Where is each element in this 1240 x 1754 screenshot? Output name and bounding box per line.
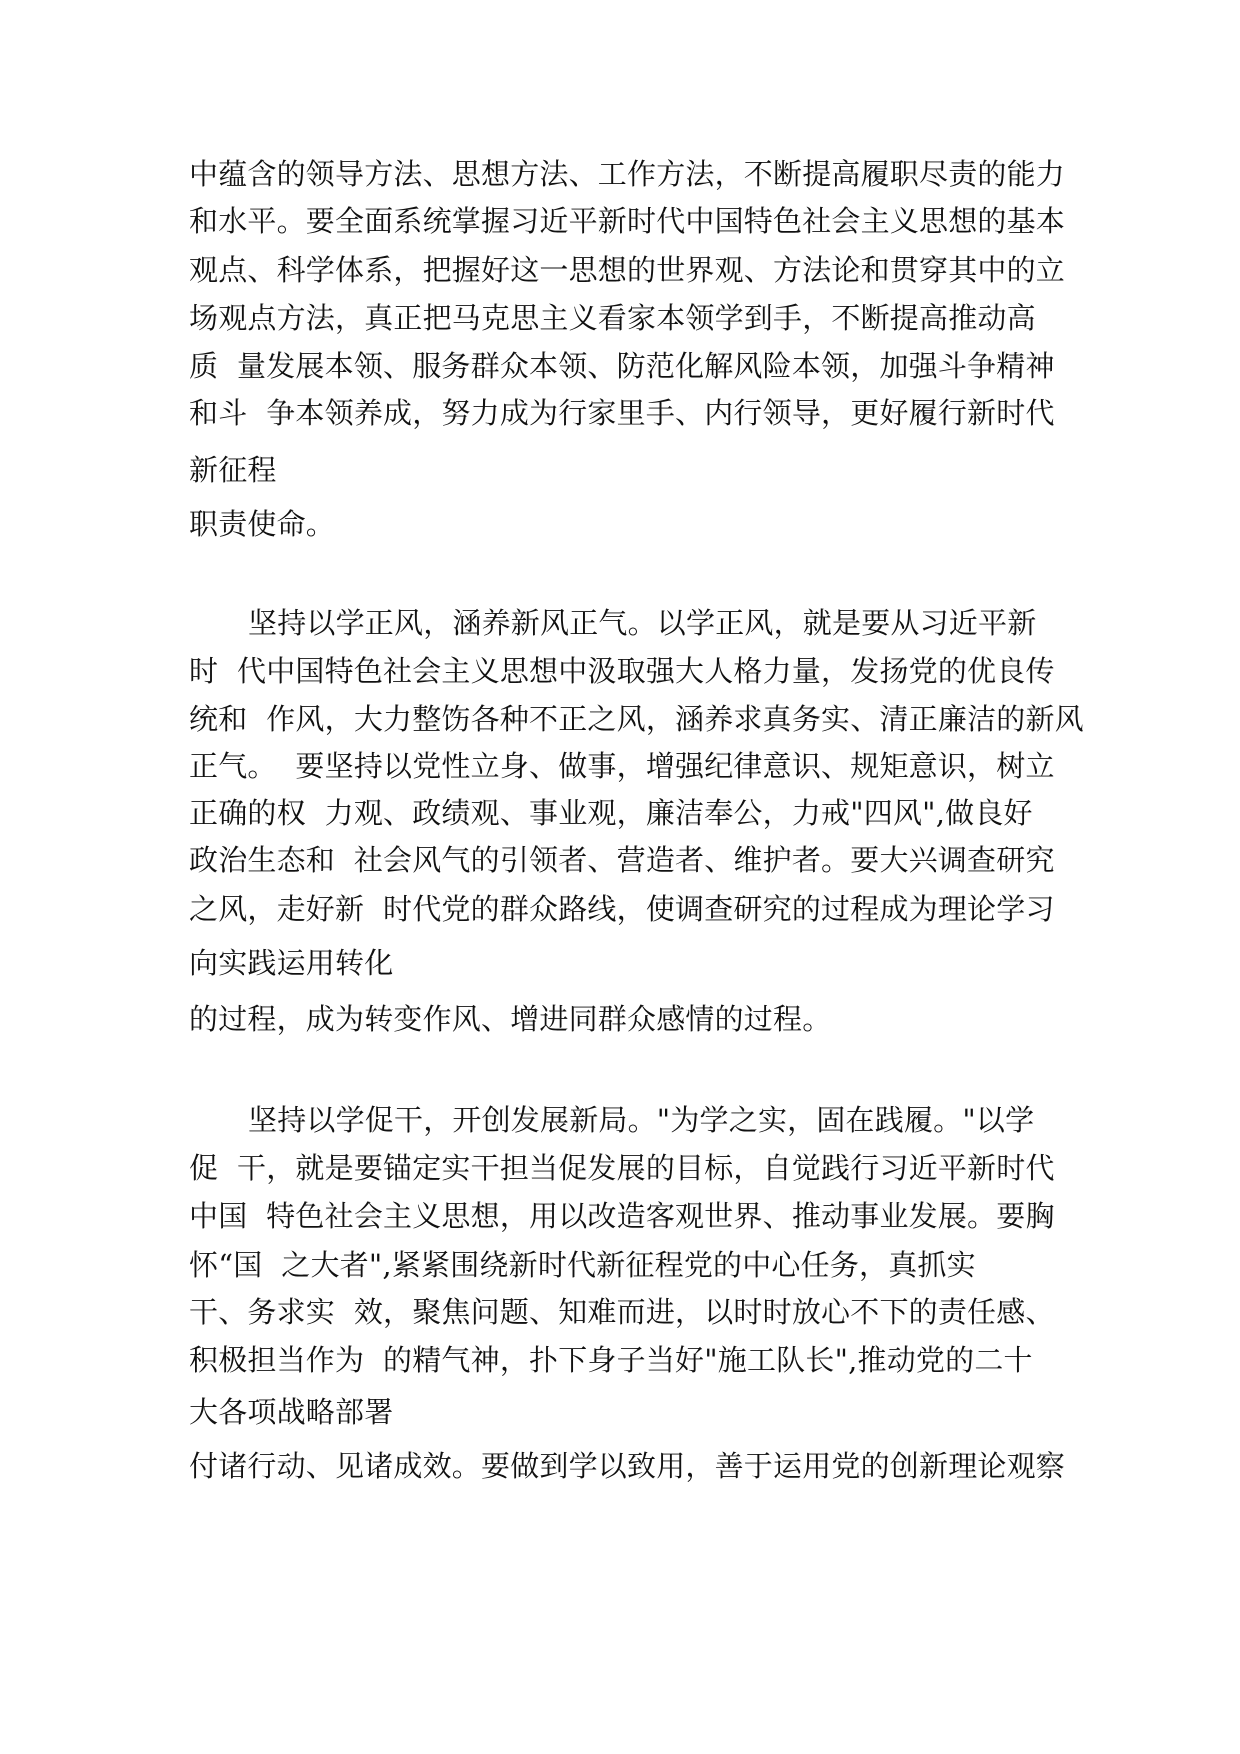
body-line: 促 干，就是要锚定实干担当促发展的目标，自觉践行习近平新时代 (189, 1151, 1055, 1185)
body-line: 质 量发展本领、服务群众本领、防范化解风险本领，加强斗争精神 (189, 349, 1055, 383)
body-line: 和斗 争本领养成，努力成为行家里手、内行领导，更好履行新时代 (189, 396, 1055, 430)
body-line: 观点、科学体系，把握好这一思想的世界观、方法论和贯穿其中的立 (189, 253, 1066, 287)
body-line: 和水平。要全面系统掌握习近平新时代中国特色社会主义思想的基本 (189, 204, 1066, 238)
body-line: 政治生态和 社会风气的引领者、营造者、维护者。要大兴调查研究 (189, 843, 1055, 877)
body-line: 职责使命。 (189, 507, 336, 541)
body-line: 中蕴含的领导方法、思想方法、工作方法，不断提高履职尽责的能力 (189, 157, 1066, 191)
body-line: 正气。 要坚持以党性立身、做事，增强纪律意识、规矩意识，树立 (189, 749, 1055, 783)
body-line: 干、务求实 效，聚焦问题、知难而进，以时时放心不下的责任感、 (189, 1295, 1055, 1329)
body-line: 向实践运用转化 (189, 946, 394, 980)
body-line: 新征程 (189, 453, 277, 487)
body-line: 时 代中国特色社会主义思想中汲取强大人格力量，发扬党的优良传 (189, 654, 1055, 688)
body-line: 中国 特色社会主义思想，用以改造客观世界、推动事业发展。要胸 (189, 1199, 1055, 1233)
paragraph-first-line: 坚持以学正风，涵养新风正气。以学正风，就是要从习近平新 (248, 606, 1037, 640)
body-line: 正确的权 力观、政绩观、事业观，廉洁奉公，力戒"四风",做良好 (189, 796, 1033, 830)
body-line: 积极担当作为 的精气神，扑下身子当好"施工队长",推动党的二十 (189, 1343, 1033, 1377)
body-line: 大各项战略部署 (189, 1395, 394, 1429)
body-line: 的过程，成为转变作风、增进同群众感情的过程。 (189, 1002, 832, 1036)
body-line: 统和 作风，大力整饬各种不正之风，涵养求真务实、清正廉洁的新风 (189, 702, 1084, 736)
paragraph-first-line: 坚持以学促干，开创发展新局。"为学之实，固在践履。"以学 (248, 1103, 1035, 1137)
body-line: 场观点方法，真正把马克思主义看家本领学到手，不断提高推动高 (189, 301, 1036, 335)
body-line: 付诸行动、见诸成效。要做到学以致用，善于运用党的创新理论观察 (189, 1449, 1066, 1483)
body-line: 怀“国 之大者",紧紧围绕新时代新征程党的中心任务，真抓实 (189, 1248, 976, 1282)
body-line: 之风，走好新 时代党的群众路线，使调查研究的过程成为理论学习 (189, 892, 1055, 926)
